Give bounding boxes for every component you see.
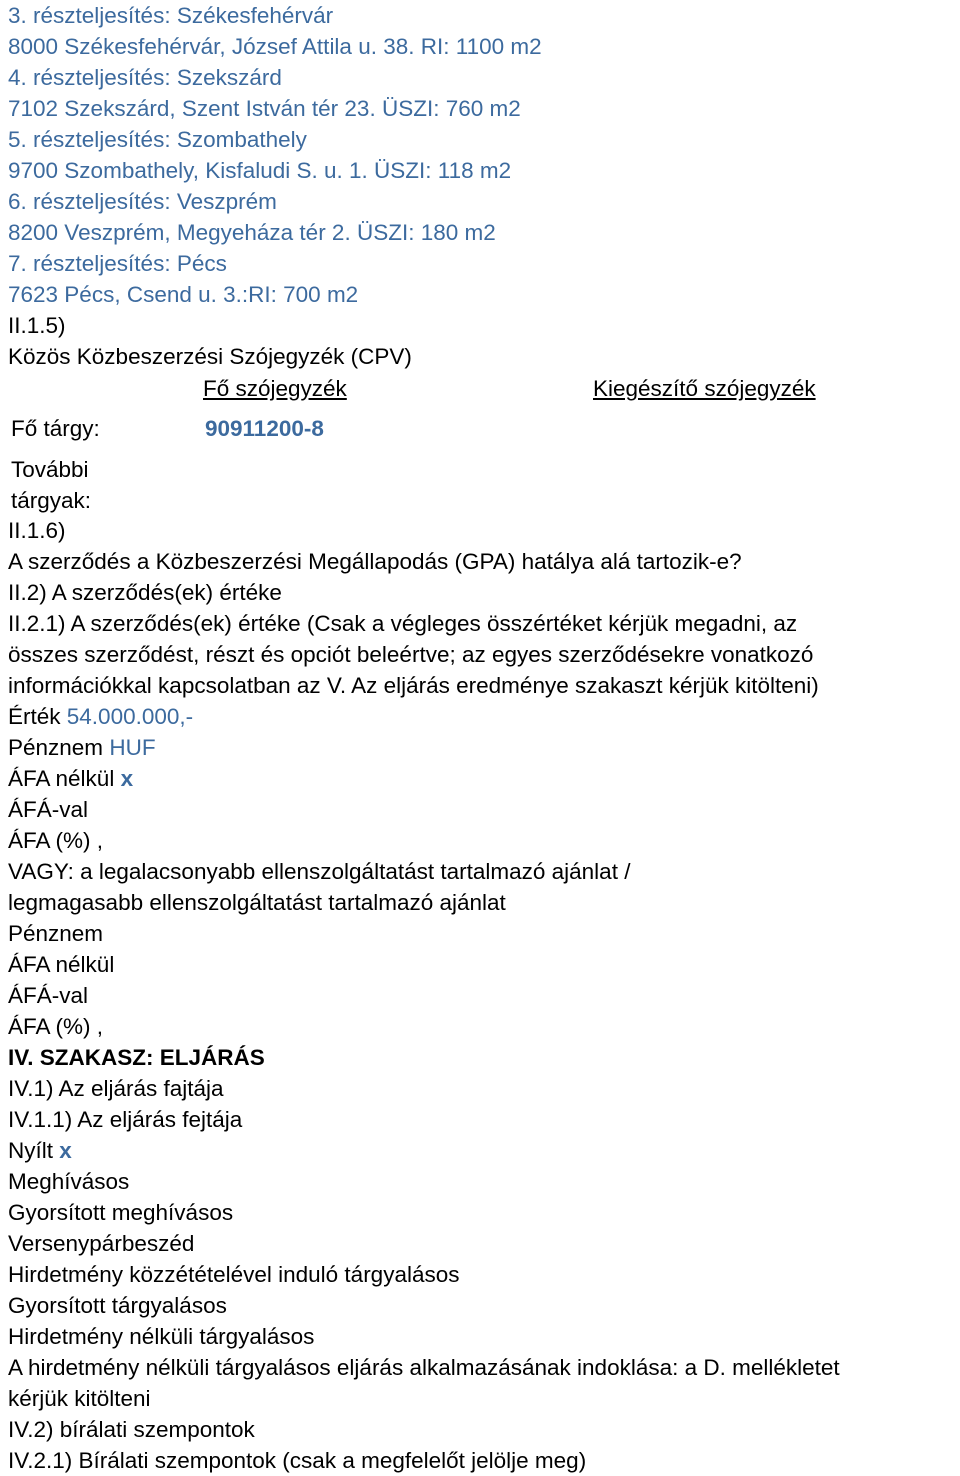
currency-row [8,732,958,763]
address-line: 7102 Szekszárd, Szent István tér 23. ÜSZI: 760 m2 [8,96,521,121]
value-row [8,701,958,732]
procedure-option: Meghívásos [8,1169,130,1194]
cpv-additional-objects-row [8,452,958,515]
currency-label-alt: Pénznem [8,921,104,946]
or-clause-line: legmagasabb ellenszolgáltatást tartalmazó ajánlat [8,890,506,915]
address-line: 6. részteljesítés: Veszprém [8,189,277,214]
procedure-subtype-heading: IV.1.1) Az eljárás fejtája [8,1107,243,1132]
main-vocabulary-header: Fő szójegyzék [203,376,347,401]
vat-included-label-alt: ÁFÁ-val [8,983,89,1008]
open-procedure-mark: x [59,1138,72,1163]
procedure-option: Hirdetmény közzétételével induló tárgyalásos [8,1262,460,1287]
vat-excluded-label-alt: ÁFA nélkül [8,952,115,977]
vat-included-label: ÁFÁ-val [8,797,89,822]
address-line: 8000 Székesfehérvár, József Attila u. 38. RI: 1100 m2 [8,34,542,59]
criteria-subheading: IV.2.1) Bírálati szempontok (csak a megfelelőt jelölje meg) [8,1448,587,1473]
value-section-heading: II.2) A szerződés(ek) értéke [8,580,282,605]
currency-value: HUF [109,735,156,760]
gpa-section [8,515,958,577]
value-amount: 54.000.000,- [66,704,194,729]
address-list [8,0,958,310]
value-description-line: információkkal kapcsolatban az V. Az eljárás eredménye szakaszt kérjük kitölteni) [8,673,819,698]
value-description-line: II.2.1) A szerződés(ek) értéke (Csak a végleges összértéket kérjük megadni, az [8,611,798,636]
value-label: Érték [8,704,61,729]
address-line: 7. részteljesítés: Pécs [8,251,227,276]
cpv-table-header [8,372,958,412]
address-line: 8200 Veszprém, Megyeháza tér 2. ÜSZI: 180 m2 [8,220,496,245]
vat-rate-label: ÁFA (%) , [8,828,104,853]
supplementary-vocabulary-header: Kiegészítő szójegyzék [593,376,816,401]
address-line: 4. részteljesítés: Szekszárd [8,65,282,90]
or-clause-line: VAGY: a legalacsonyabb ellenszolgáltatást tartalmazó ajánlat / [8,859,631,884]
value-description-line: összes szerződést, részt és opciót beleértve; az egyes szerződésekre vonatkozó [8,642,814,667]
cpv-section [8,310,958,515]
procedure-option: Gyorsított meghívásos [8,1200,234,1225]
procedure-heading: IV. SZAKASZ: ELJÁRÁS [8,1045,265,1070]
vat-excluded-label: ÁFA nélkül [8,766,115,791]
address-line: 5. részteljesítés: Szombathely [8,127,307,152]
currency-label: Pénznem [8,735,104,760]
justification-line: A hirdetmény nélküli tárgyalásos eljárás alkalmazásának indoklása: a D. mellékletet [8,1355,840,1380]
address-line: 3. részteljesítés: Székesfehérvár [8,3,334,28]
procedure-option: Hirdetmény nélküli tárgyalásos [8,1324,315,1349]
address-line: 7623 Pécs, Csend u. 3.:RI: 700 m2 [8,282,359,307]
open-procedure-row [8,1135,958,1166]
main-object-code: 90911200-8 [205,416,324,441]
cpv-heading: Közös Közbeszerzési Szójegyzék (CPV) [8,344,412,369]
criteria-heading: IV.2) bírálati szempontok [8,1417,255,1442]
gpa-question: A szerződés a Közbeszerzési Megállapodás (GPA) hatálya alá tartozik-e? [8,549,742,574]
procedure-option: Gyorsított tárgyalásos [8,1293,227,1318]
address-line: 9700 Szombathely, Kisfaludi S. u. 1. ÜSZI: 118 m2 [8,158,512,183]
procedure-option: Versenypárbeszéd [8,1231,195,1256]
justification-line: kérjük kitölteni [8,1386,151,1411]
vat-excluded-row [8,763,958,794]
document-page [8,0,958,1476]
procedure-type-heading: IV.1) Az eljárás fajtája [8,1076,224,1101]
additional-objects-label: További tárgyak: [11,457,92,513]
open-procedure-label: Nyílt [8,1138,53,1163]
vat-rate-label-alt: ÁFA (%) , [8,1014,104,1039]
gpa-section-number: II.1.6) [8,518,66,543]
vat-excluded-mark: x [120,766,134,791]
main-object-label: Fő tárgy: [11,416,100,441]
procedure-section [8,1042,958,1476]
cpv-main-object-row [8,412,958,452]
value-section [8,577,958,1042]
cpv-section-number: II.1.5) [8,313,66,338]
